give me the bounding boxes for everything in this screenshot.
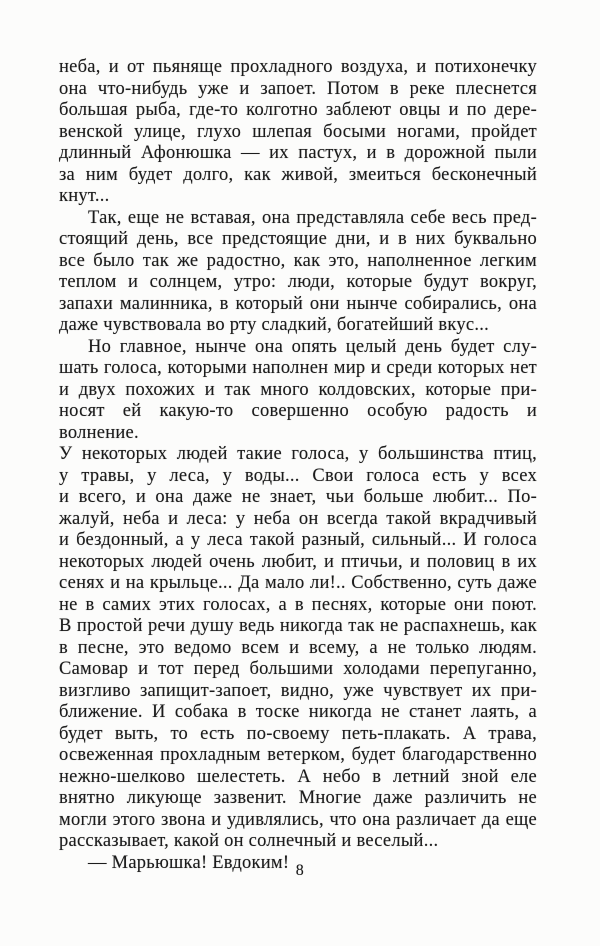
paragraph — [59, 208, 537, 337]
text-line: некоторых людей очень любит, и птичьи, и половиц в их — [59, 551, 537, 572]
text-line: Но главное, нынче она опять целый день будет слу- — [88, 336, 537, 357]
text-line: не в самих этих голосах, а в песнях, которые они поют. — [59, 594, 537, 615]
text-line: запахи малинника, в который они нынче собирались, она — [59, 293, 537, 314]
text-line: теплом и солнцем, утро: люди, которые будут вокруг, — [59, 272, 537, 292]
text-line: стоящий день, все предстоящие дни, и в них буквально — [59, 229, 537, 249]
text-line: и бездонный, а у леса такой разный, сильный... И голоса — [59, 530, 537, 550]
text-line: Самовар и тот перед большими холодами перепуганно, — [59, 659, 537, 679]
text-line: нежно-шелково шелестеть. А небо в летний зной еле — [59, 766, 537, 787]
text-line: в песне, это ведомо всем и всему, а не только людям. — [59, 637, 537, 658]
text-line: ближение. И собака в тоске никогда не станет лаять, а — [59, 702, 537, 722]
text-line: венской улице, глухо шлепая босыми ногами, пройдет — [59, 121, 537, 142]
text-line: могли этого звона и удивлялись, что она различает да еще — [59, 809, 537, 830]
text-line: шать голоса, которыми наполнен мир и среди которых нет — [59, 358, 537, 378]
text-line: жалуй, неба и леса: у неба он всегда такой вкрадчивый — [59, 508, 537, 529]
text-line: и двух похожих и так много колдовских, которые при- — [59, 379, 537, 400]
text-line: внятно ликующе зазвенит. Многие даже различить не — [59, 788, 537, 808]
text-line: освеженная прохладным ветерком, будет благодарственно — [59, 745, 537, 765]
text-line: длинный Афонюшка — их пастух, и в дорожной пыли — [59, 143, 537, 163]
text-line: даже чувствовала во рту сладкий, богатейший вкус... — [59, 315, 489, 335]
paragraph — [59, 57, 537, 208]
text-line: и всего, и она даже не знает, чьи больше любит... По- — [59, 487, 537, 507]
text-line: визгливо запищит-запоет, видно, уже чувствует их при- — [59, 680, 537, 701]
text-line: кнут... — [59, 186, 110, 206]
text-line: все было так же радостно, как это, наполненное легким — [59, 250, 537, 271]
page-text — [59, 57, 537, 874]
text-line: носят ей какую-то совершенно особую радость и волнение. — [59, 401, 537, 443]
text-line: Так, еще не вставая, она представляла себе весь пред- — [88, 207, 537, 228]
text-line: у травы, у леса, у воды... Свои голоса есть у всех — [59, 465, 537, 486]
text-line: У некоторых людей такие голоса, у большинства птиц, — [59, 444, 537, 464]
paragraph — [59, 337, 537, 853]
text-line: рассказывает, какой он солнечный и веселый... — [59, 831, 439, 851]
text-line: сенях и на крыльце... Да мало ли!.. Собственно, суть даже — [59, 573, 537, 593]
text-line: она что-нибудь уже и запоет. Потом в реке плеснется — [59, 78, 537, 99]
text-line: за ним будет долго, как живой, змеиться бесконечный — [59, 164, 537, 185]
page-number: 8 — [295, 862, 305, 879]
text-line: — Марьюшка! Евдоким! — [88, 852, 290, 873]
text-line: большая рыба, где-то колготно заблеют овцы и по дере- — [59, 100, 537, 120]
text-line: будет выть, то есть по-своему петь-плакать. А трава, — [59, 723, 537, 744]
text-line: неба, и от пьяняще прохладного воздуха, и потихонечку — [59, 57, 537, 77]
text-line: В простой речи душу ведь никогда так не распахнешь, как — [59, 616, 537, 636]
